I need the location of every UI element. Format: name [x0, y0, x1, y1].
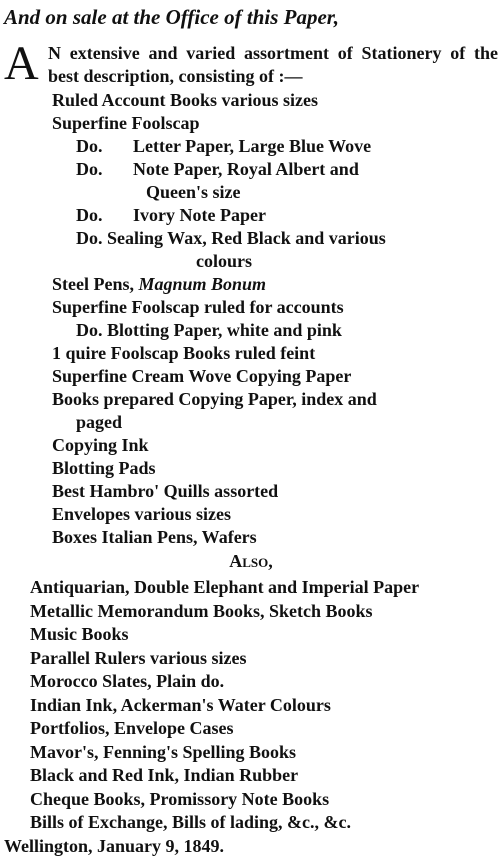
list-item: Boxes Italian Pens, Wafers: [52, 527, 257, 547]
list-item: Morocco Slates, Plain do.: [30, 671, 225, 691]
ditto-mark: Do.: [76, 136, 103, 156]
list-item: Do. Sealing Wax, Red Black and various: [76, 228, 386, 248]
also-heading: Also,: [229, 551, 273, 571]
list-item: Superfine Foolscap ruled for accounts: [52, 297, 344, 317]
list-item: Envelopes various sizes: [52, 504, 232, 524]
drop-cap: A: [4, 37, 39, 90]
list-item: Cheque Books, Promissory Note Books: [30, 788, 330, 809]
list-item: Antiquarian, Double Elephant and Imperial Paper: [30, 577, 420, 597]
intro-text: N extensive and varied assortment of Stationery of the best description, consisting of :—: [48, 43, 498, 86]
item-text: Letter Paper, Large Blue Wove: [133, 136, 372, 156]
advert-heading: And on sale at the Office of this Paper,: [4, 5, 340, 29]
list-item: Best Hambro' Quills assorted: [52, 481, 279, 501]
list-item: Blotting Pads: [52, 458, 156, 478]
ditto-mark: Do.: [76, 159, 103, 179]
item-text: Steel Pens,: [52, 274, 134, 294]
list-item: Mavor's, Fenning's Spelling Books: [30, 741, 297, 762]
list-item: Superfine Cream Wove Copying Paper: [52, 366, 352, 386]
item-text: Note Paper, Royal Albert and: [133, 159, 359, 179]
list-item: Do. Blotting Paper, white and pink: [76, 320, 342, 340]
list-item: Metallic Memorandum Books, Sketch Books: [30, 600, 373, 621]
list-item-continuation: Queen's size: [146, 182, 241, 202]
list-item: Ruled Account Books various sizes: [52, 90, 319, 110]
list-item: Music Books: [30, 624, 129, 644]
list-item: Portfolios, Envelope Cases: [30, 718, 234, 738]
ditto-mark: Do.: [76, 205, 103, 225]
list-item: Bills of Exchange, Bills of lading, &c., &c.: [30, 812, 352, 832]
list-item: Copying Ink: [52, 435, 149, 455]
intro-paragraph: [4, 37, 498, 90]
list-item: 1 quire Foolscap Books ruled feint: [52, 343, 316, 363]
dateline: Wellington, January 9, 1849.: [4, 836, 225, 856]
list-item: [76, 158, 498, 181]
list-item: [76, 204, 498, 227]
brand-name: Magnum Bonum: [138, 274, 267, 294]
list-item: Black and Red Ink, Indian Rubber: [30, 765, 299, 785]
list-item: Superfine Foolscap: [52, 113, 200, 133]
list-item: Books prepared Copying Paper, index and: [52, 389, 377, 409]
item-text: Ivory Note Paper: [133, 205, 266, 225]
list-item-continuation: colours: [196, 251, 252, 271]
list-item-continuation: paged: [76, 412, 123, 432]
list-item: [52, 273, 498, 296]
list-item: Indian Ink, Ackerman's Water Colours: [30, 694, 331, 715]
list-item: Parallel Rulers various sizes: [30, 647, 247, 668]
list-item: [76, 135, 498, 158]
